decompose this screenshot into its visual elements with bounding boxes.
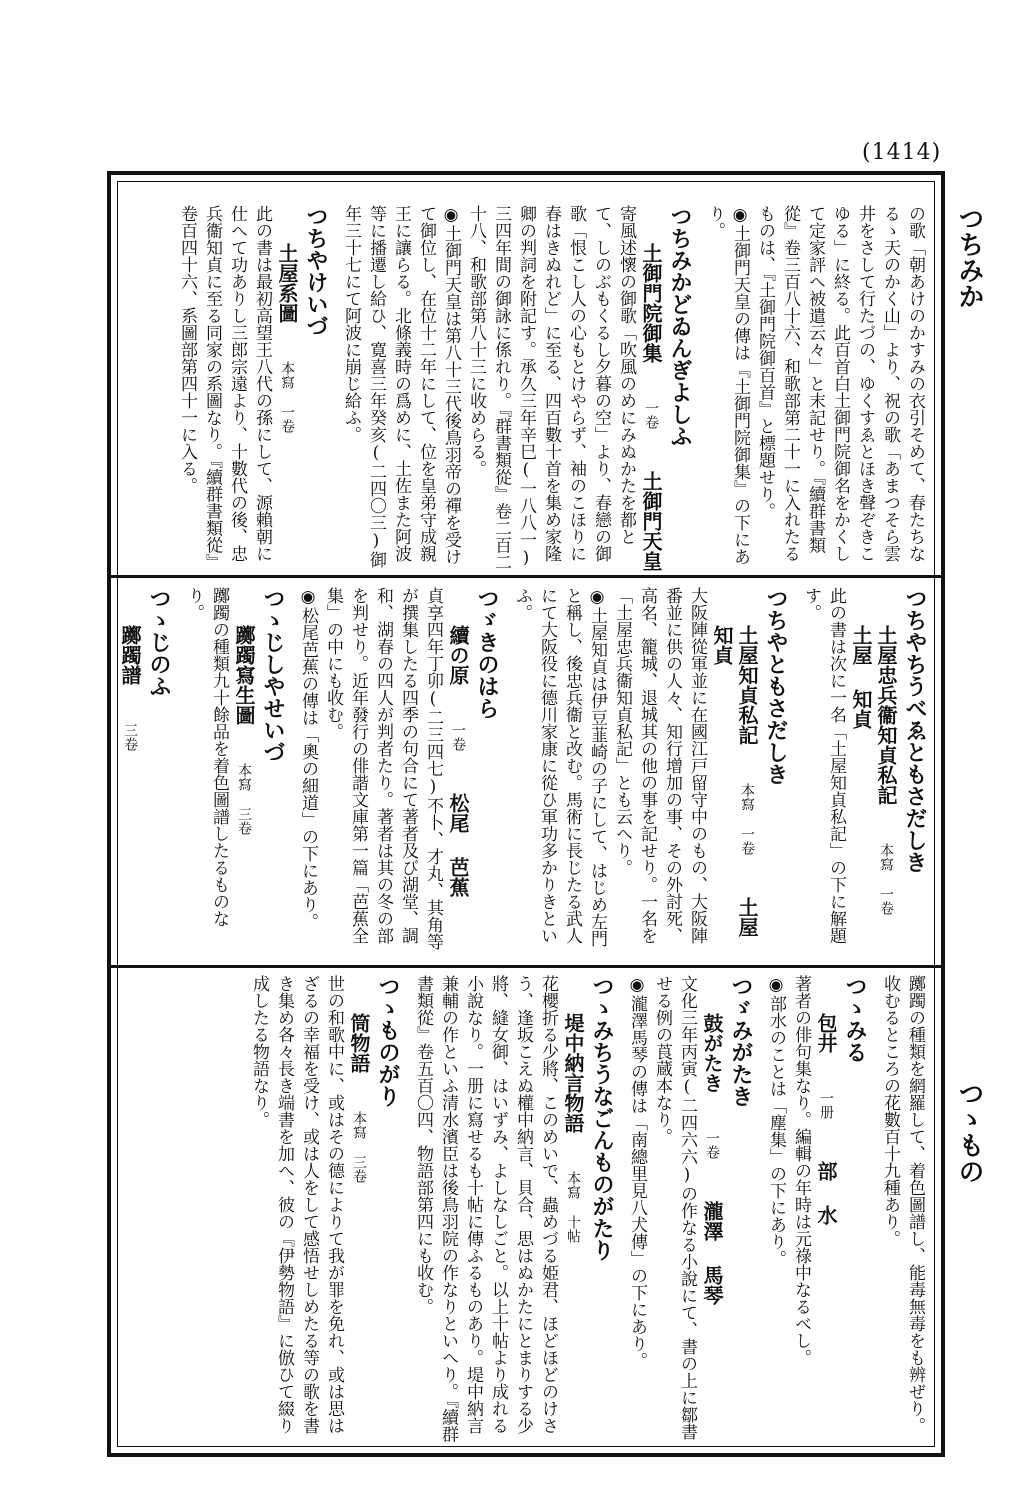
entry-volume: 一卷 [450, 723, 466, 751]
entry-tsutsuji-no-fu [117, 587, 171, 957]
entry-tsutsumi-chunagon [410, 975, 614, 1447]
entry-volume: 一册 [818, 1091, 834, 1119]
body-text: 世の和歌中に、或はその德によりて我が罪を免れ、或は思はざるの幸福を受け、或は人をして感悟せしめたる等の歌を書き集め各々長き端書を加へ、彼の『伊勢物語』に倣ひて綴り成したる物語なり。 [249, 975, 344, 1434]
entry-title-line [117, 587, 142, 957]
body-text: の歌「朝あけのかすみの衣引そめて、春たちなるゝ天のかく山」より、祝の歌「あまつそら雲井をさして行たづの、ゆくすゑとほき聲ぞきこゆる」に終る。此百首白土御門院御名をかくして定家評へ被遣云々」と末記せり。『續群書類從』卷三百八十六、和歌部第二十一に入れたるものは、『土御門院御百首』と標題せり。 [755, 205, 925, 562]
body-text: ◉部水のことは「塵集」の下にあり。 [766, 975, 786, 1267]
body-text: ◉土屋知貞は伊豆韮崎の子にして、はじめ左門と稱し、後忠兵衞と改む。馬術に長じたる武人にて大阪役に德川家康に從ひ軍功多かりきといふ。 [512, 587, 607, 947]
section-bottom [125, 975, 927, 1447]
entry-heading: つちやともさだしき [763, 587, 789, 785]
entry-author: 部 水 [814, 1161, 838, 1225]
entry-author: 松尾 芭蕉 [446, 793, 470, 897]
entry-title: 堤中納言物語 [561, 1013, 585, 1133]
entry-volume: 本寫 一卷 [279, 361, 295, 433]
body-text: 躑躅の種類九十餘品を着色圖譜したるものなり。 [184, 587, 229, 927]
entry-title: 筒物語 [347, 1013, 371, 1073]
section-divider [111, 965, 941, 968]
entry-author: 瀧澤 馬琴 [700, 1201, 724, 1305]
entry-tsuzuki-no-hara [295, 587, 499, 957]
entry-title: 土屋系圖 [275, 243, 299, 323]
entry-volume: 本寫 三卷 [351, 1111, 367, 1183]
entry-title: 土屋知貞私記 [735, 625, 759, 745]
entry-heading: つゝみる [842, 975, 868, 1063]
entry-title-line [560, 975, 585, 1447]
entry-tomosada-shiki [509, 587, 788, 957]
entry-volume: 一卷 [643, 401, 659, 429]
entry-chubee-shiki [798, 587, 927, 957]
entry-title-line [813, 975, 838, 1447]
entry-title-line [346, 975, 371, 1447]
entry-tsuchiya-keizu [174, 205, 328, 571]
body-text: ◉瀧澤馬琴の傳は「南總里見八犬傳」の下にあり。 [627, 975, 647, 1369]
entry-heading: つゝじしやせいづ [260, 587, 286, 763]
entry-heading: つゝじのふ [146, 587, 172, 697]
entry-tsutsu-monogatari [246, 975, 400, 1447]
entry-volume: 本寫 三卷 [236, 763, 252, 835]
entry-title-line [848, 587, 898, 957]
entry-continuation [702, 205, 927, 571]
entry-volume: 本寫 一卷 [739, 783, 755, 855]
entry-title-line [231, 587, 256, 957]
guide-word-top: つちみか [954, 205, 984, 309]
entry-title-line [274, 205, 299, 571]
body-text: 貞享四年丁卯(二三四七)不卜、才丸、其角等が撰集したる四季の句合にて著者及び湖堂、調和、湖春の四人が判者たり。著者は其の冬の部を判せり。近年發行の俳諧文庫第一篇「芭蕉全集」の中にも收む。 [323, 587, 443, 950]
section-middle [118, 587, 928, 957]
body-text: 著者の俳句集なり。編輯の年時は元祿中なるべし。 [791, 975, 811, 1366]
entry-heading: つゞみがたき [728, 975, 754, 1107]
entry-heading: つゝみちうなごんものがたり [589, 975, 615, 1261]
body-text: 躑躅の種類を網羅して、着色圖譜し、能毒無毒をも辨ぜり。收むるところの花數百十九種あり。 [880, 975, 925, 1434]
entry-title-line [699, 975, 724, 1447]
entry-tsuzumigataki [624, 975, 753, 1447]
entry-title-line [638, 205, 663, 571]
page-number: (1414) [862, 140, 942, 165]
body-text: 寄風述懷の御歌「吹風のめにみぬかたを都とて、しのぶもくるし夕暮の空」より、春戀の御歌「恨こし人の心もとけやらず、袖のこほりに春はきぬれど」に至る、四百數十首を集め家隆卿の判詞を附記す。承久三年辛巳(一八八一)三四年間の御詠に係れり。『群書類從』卷二百二十八、和歌部第八十三に收めらる。 [466, 205, 636, 571]
entry-author: 土屋 知貞 [849, 625, 873, 729]
entry-title: 包井 [814, 1013, 838, 1053]
entry-author: 土屋 知貞 [710, 625, 759, 937]
body-text: 大阪陣從軍並に在國江戸留守中のもの、大阪陣番並に供の人々、知行增加の事、その外討死、高名、籠城、退城其の他の事を記せり。一名を「土屋忠兵衞知貞私記」とも云へり。 [612, 587, 707, 944]
entry-title-line [709, 587, 759, 957]
entry-title: 土屋忠兵衞知貞私記 [874, 625, 898, 805]
entry-title: 躑躅譜 [118, 625, 142, 685]
body-text: ◉土御門天皇は第八十三代後鳥羽帝の禪を受けて御位し、在位十二年にして、位を皇弟守成親王に讓らる。北條義時の爲めに、土佐また阿波等に播遷し給ひ、寛喜三年癸亥(二四〇三)御年三十七にて阿波に崩じ給ふ。 [341, 205, 461, 568]
entry-author: 土御門天皇 [639, 471, 663, 571]
entry-volume: 本寫 一卷 [878, 843, 894, 915]
entry-continuation [877, 975, 927, 1447]
entry-title: 續の原 [446, 625, 470, 685]
entry-volume: 三卷 [122, 723, 138, 751]
entry-title: 土御門院御集 [639, 243, 663, 363]
guide-word-bottom: つゝもの [954, 1080, 984, 1184]
body-text: 此の書は次に一名「土屋知貞私記」の下に解題す。 [801, 587, 846, 944]
entry-title-line [445, 587, 470, 957]
entry-heading: つちやちうべゑともさだしき [902, 587, 928, 873]
body-text: 花櫻折る少將、このめいで、蟲めづる姫君、ほどほどのけさう、逢坂こえぬ權中納言、貝合、思はぬかたにとまりする少將、縫女御、はいずみ、よしなしごと。以上十帖より成れる小說なり。一册に寫せるも十帖に傳ふるものあり。堤中納言兼輔の作といふ清水濱臣は後鳥羽院の作なりといへり。『續群書類從』卷五百〇四、物語部第四にも收む。 [413, 975, 558, 1443]
entry-heading: つゞきのはら [474, 587, 500, 719]
entry-volume: 本寫 十帖 [565, 1171, 581, 1243]
body-text: ◉松尾芭蕉の傳は「奧の細道」の下にあり。 [298, 587, 318, 930]
entry-title: 躑躅寫生圖 [232, 625, 256, 725]
body-text: 此の書は最初高望王八代の孫にして、源賴朝に仕へて功ありし三郎宗遠より、十數代の後、忠兵衞知貞に至る同家の系圖なり。『續群書類從』卷百四十六、系圖部第四十一に入る。 [177, 205, 272, 571]
entry-heading: つゝものがり [375, 975, 401, 1107]
entry-heading: つちみかどゐんぎよしふ [667, 205, 693, 447]
body-text: 文化三年丙寅(二四六六)の作なる小說にて、書の上に鄒書せる例の莨蔵本なり。 [652, 975, 697, 1440]
entry-tsutsumiru [763, 975, 867, 1447]
body-text: ◉土御門天皇の傳は『土御門院御集』の下にあり。 [705, 205, 750, 565]
entry-title: 鼓がたき [700, 1013, 724, 1093]
entry-heading: つちやけいづ [303, 205, 329, 337]
entry-volume: 一卷 [704, 1131, 720, 1159]
page-frame [107, 171, 945, 1457]
entry-tsutsuji-shaseizu [181, 587, 285, 957]
entry-tsuchimikado-gyoshu [338, 205, 692, 571]
section-divider [111, 575, 941, 578]
section-top [125, 205, 927, 571]
